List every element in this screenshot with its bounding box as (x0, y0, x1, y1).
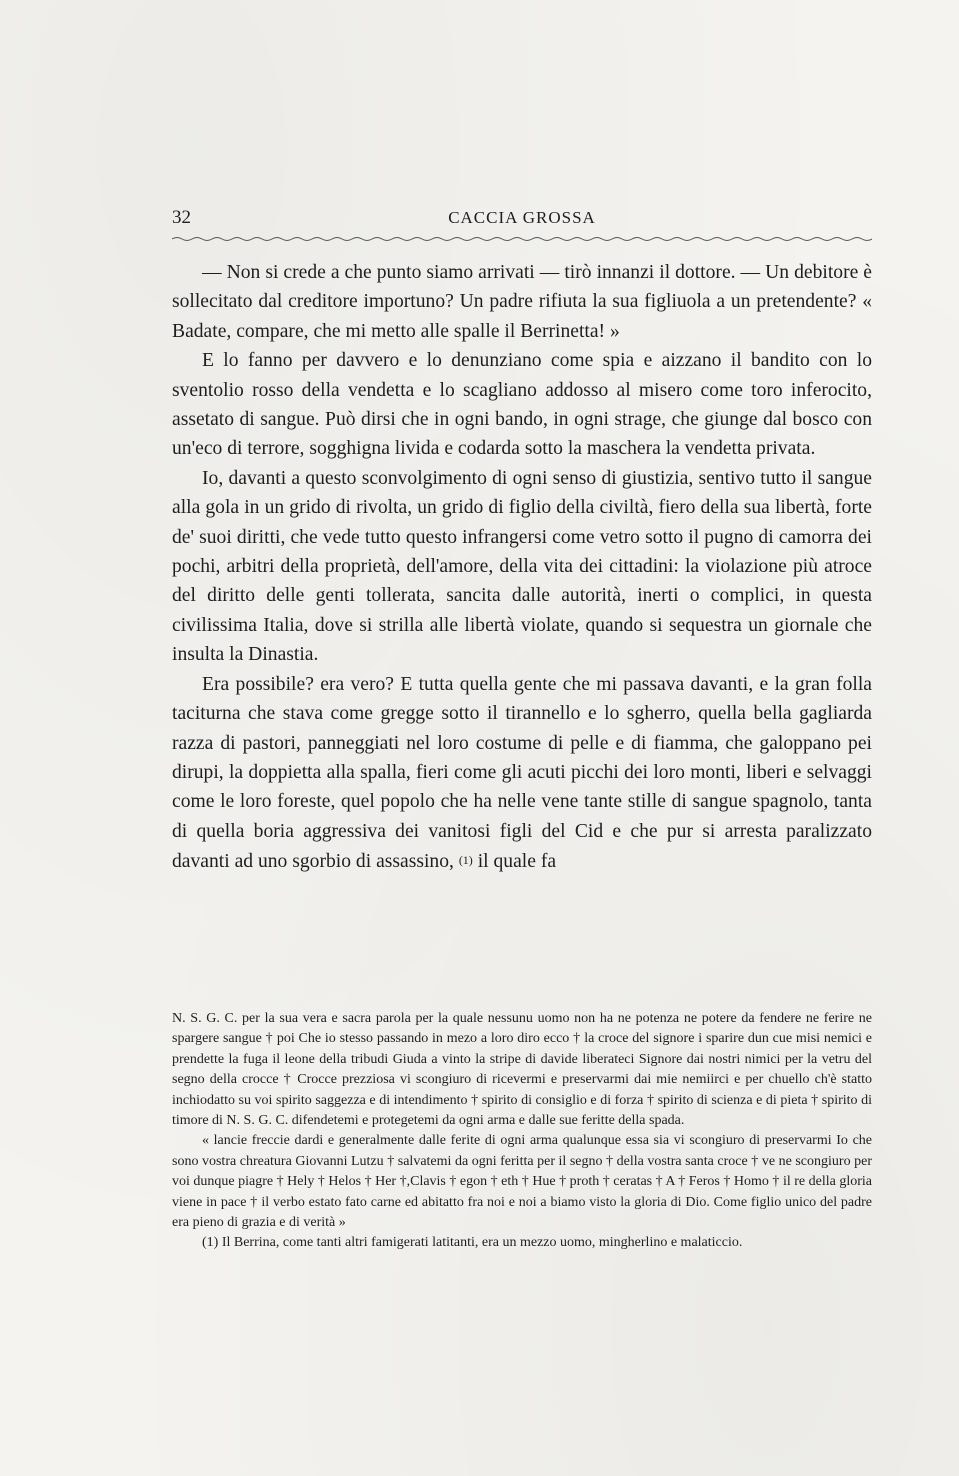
page-header (172, 207, 872, 235)
paragraph-text: Era possibile? era vero? E tutta quella gente che mi passava davanti, e la gran folla taciturna che stava come gregge sotto il tirannello e lo sgherro, quella bella gagliarda razza di pastori, panneggiati nel loro costume di pelle e di fiamma, che galoppano pei dirupi, la doppietta alla spalla, fieri come gli acuti picchi dei loro monti, liberi e selvaggi come le loro foreste, quel popolo che ha nelle vene tante stille di sangue spagnolo, tanta di quella boria aggressiva dei vanitosi figli del Cid e che pur si arresta paralizzato davanti ad uno sgorbio di assassino, (172, 673, 872, 873)
header-rule (172, 236, 872, 242)
footnote-marker: (1) (458, 853, 473, 868)
page-number: 32 (172, 207, 191, 228)
paragraph: E lo fanno per davvero e lo denunziano come spia e aizzano il bandito con lo sventolio rosso della vendetta e lo scagliano addosso al misero come toro inferocito, assetato di sangue. Può dirsi che in ogni bando, in ogni strage, che giunge dal bosco con un'eco di terrore, sogghigna livida e codarda sotto la maschera la vendetta privata. (172, 350, 872, 460)
running-title: CACCIA GROSSA (448, 208, 596, 227)
main-text (172, 258, 872, 877)
footnote-prayer-1: N. S. G. C. per la sua vera e sacra parola per la quale nessunu uomo non ha ne potenza ne potere da fendere ne ferire ne spargere sangue † poi Che io stesso passando in mezo a loro diro ecco † la croce del signore i sparire dun cue misi nemici e prendette la fuga il leone della tribudi Giuda a vinto la stripe di davide liberateci Signore dai nostri nimici per la vetru del segno della crocce † Crocce prezziosa vi scongiuro di ricevermi e preservarmi dai mie nemiirci e per chuello ch'è statto inchiodatto su voi spirito saggezza e di intendimento † spirito di consiglio e di forza † spirito di scienza e di pieta † spirito di timore di N. S. G. C. difendetemi e protegetemi da ogni arma e dalle sue feritte della spada. (172, 1011, 872, 1129)
paragraph-tail: il quale fa (477, 851, 557, 873)
paragraph: — Non si crede a che punto siamo arrivati — tirò innanzi il dottore. — Un debitore è sollecitato dal creditore importuno? Un padre rifiuta la sua figliuola a un pretendente? « Badate, compare, che mi metto alle spalle il Berrinetta! » (172, 262, 872, 342)
footnote-prayer-2: « lancie freccie dardi e generalmente dalle ferite di ogni arma qualunque essa sia vi scongiuro di preservarmi Io che sono vostra chreatura Giovanni Lutzu † salvatemi da ogni feritta per il segno † della vostra santa croce † ve ne scongiuro per voi dunque piagre † Hely † Helos † Her †,Clavis † egon † eth † Hue † proth † ceratas † A † Feros † Homo † il re della gloria viene in pace † il verbo estato fato carne ed abitatto fra noi e noi a biamo visto la gloria di Dio. Come figlio unico del padre era pieno di grazia e di verità » (172, 1133, 872, 1231)
footnote-1: (1) Il Berrina, come tanti altri famigerati latitanti, era un mezzo uomo, mingherlino e malaticcio. (202, 1235, 743, 1251)
footnotes (172, 1009, 872, 1254)
paragraph-last (172, 670, 872, 877)
paragraph: Io, davanti a questo sconvolgimento di ogni senso di giustizia, sentivo tutto il sangue alla gola in un grido di rivolta, un grido di figlio della civiltà, fiero della sua libertà, forte de' suoi diritti, che vede tutto questo infrangersi come vetro sotto il pugno di camorra dei pochi, arbitri della proprietà, dell'amore, della vita dei cittadini: la violazione più atroce del diritto delle genti tollerata, sancita dalle autorità, inerti o complici, in questa civilissima Italia, dove si strilla alle libertà violate, quando si sequestra un giornale che insulta la Dinastia. (172, 467, 872, 666)
